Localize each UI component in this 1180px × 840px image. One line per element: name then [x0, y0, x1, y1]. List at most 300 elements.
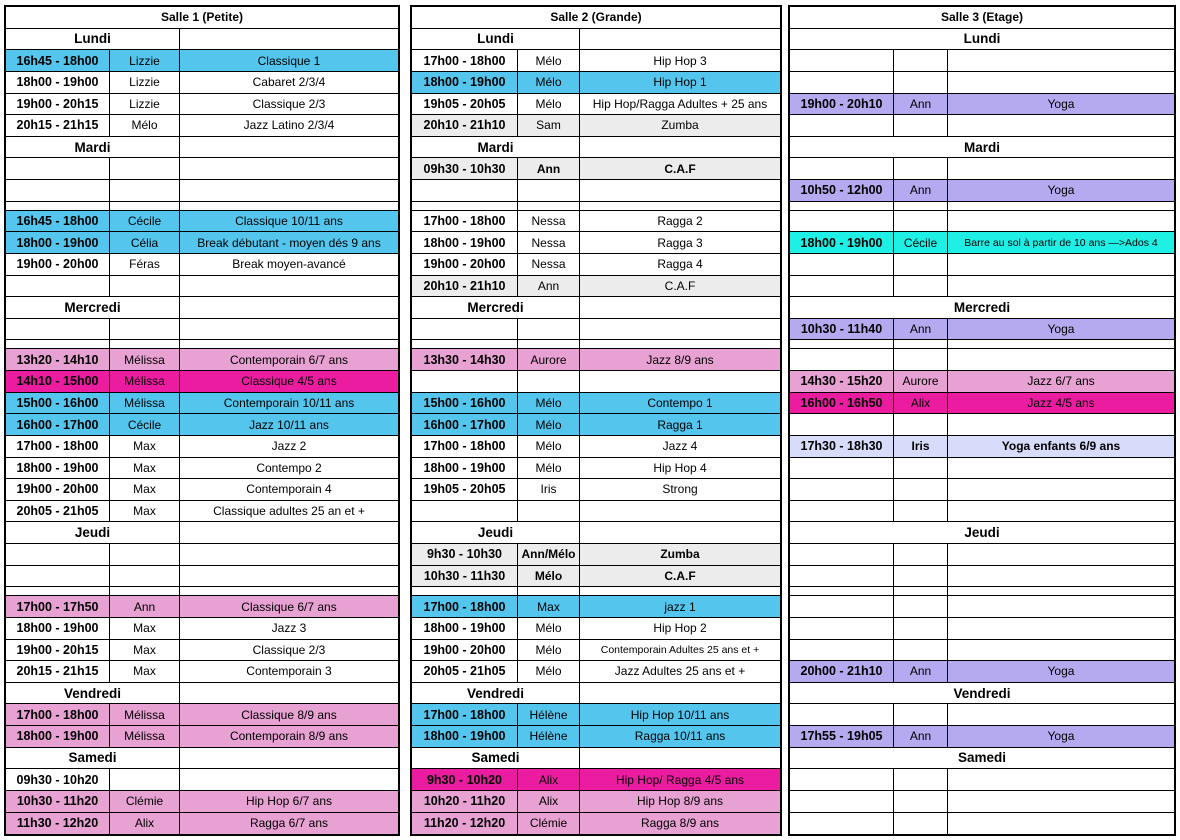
teacher-cell [110, 340, 180, 348]
schedule-row [412, 340, 780, 349]
schedule-row [6, 254, 398, 276]
day-header: Vendredi [412, 683, 580, 704]
course-cell [948, 544, 1174, 565]
teacher-cell: Cécile [110, 211, 180, 232]
course-cell: Contemporain 4 [246, 482, 332, 497]
course-cell: Jazz 10/11 ans [180, 414, 398, 435]
time-cell: 16h45 - 18h00 [6, 211, 110, 232]
teacher-cell [894, 50, 948, 71]
day-header: Jeudi [6, 522, 180, 543]
time-cell [412, 587, 518, 595]
teacher-cell: Alix [518, 769, 580, 790]
schedule-row [6, 202, 398, 211]
time-cell: 18h00 - 19h00 [6, 618, 110, 639]
teacher-cell [894, 254, 948, 275]
time-cell: 16h45 - 18h00 [6, 50, 110, 71]
time-cell [6, 276, 110, 297]
schedule-row [790, 813, 1174, 835]
time-cell: 16h00 - 16h50 [790, 393, 894, 414]
time-cell: 17h00 - 18h00 [412, 50, 518, 71]
schedule-row [6, 501, 398, 523]
teacher-cell [894, 414, 948, 435]
time-cell: 19h00 - 20h00 [6, 254, 110, 275]
time-cell [790, 596, 894, 617]
teacher-cell [110, 587, 180, 595]
schedule-row [790, 661, 1174, 683]
course-cell: Hip Hop 6/7 ans [180, 791, 398, 812]
schedule-row [790, 371, 1174, 393]
time-cell: 18h00 - 19h00 [6, 232, 110, 253]
room-panel-salle-1 [4, 5, 400, 836]
course-cell [180, 180, 398, 201]
course-cell [580, 587, 780, 595]
room-title: Salle 3 (Etage) [940, 10, 1024, 25]
course-cell [948, 769, 1174, 790]
day-header: Mercredi [412, 297, 580, 318]
day-header: Samedi [412, 748, 580, 769]
room-panel-salle-2 [410, 5, 782, 836]
teacher-cell: Lizzie [110, 50, 180, 71]
schedule-row [6, 50, 398, 72]
time-cell [790, 458, 894, 479]
time-cell [412, 371, 518, 392]
day-header-row [412, 683, 780, 705]
course-cell [180, 319, 398, 340]
day-header-row [6, 297, 398, 319]
time-cell [6, 319, 110, 340]
teacher-cell: Cécile [894, 232, 948, 253]
teacher-cell: Alix [518, 791, 580, 812]
time-cell: 09h30 - 10h30 [412, 158, 518, 179]
day-header: Jeudi [964, 525, 1000, 541]
schedule-row [790, 618, 1174, 640]
teacher-cell [894, 349, 948, 370]
course-cell: Hip Hop 1 [580, 72, 780, 93]
course-cell: Jazz 4 [662, 439, 698, 454]
time-cell [790, 618, 894, 639]
course-cell: Zumba [580, 115, 780, 136]
day-header-row [412, 522, 780, 544]
time-cell [790, 72, 894, 93]
schedule-row [412, 50, 780, 72]
teacher-cell: Mélissa [110, 726, 180, 747]
course-cell [948, 640, 1174, 661]
time-cell: 19h05 - 20h05 [412, 94, 518, 115]
teacher-cell [110, 158, 180, 179]
time-cell [790, 704, 894, 725]
day-header-row [6, 683, 398, 705]
day-header-blank [180, 29, 398, 50]
time-cell: 11h30 - 12h20 [6, 813, 110, 835]
day-header: Samedi [6, 748, 180, 769]
teacher-cell: Alix [110, 813, 180, 835]
teacher-cell: Nessa [518, 254, 580, 275]
time-cell: 17h00 - 18h00 [6, 704, 110, 725]
schedule-row [6, 618, 398, 640]
course-cell [180, 340, 398, 348]
schedule-row [6, 640, 398, 662]
time-cell: 18h00 - 19h00 [790, 232, 894, 253]
day-header: Vendredi [953, 685, 1011, 701]
course-cell: Contemporain 8/9 ans [180, 726, 398, 747]
teacher-cell: Sam [518, 115, 580, 136]
course-cell [948, 587, 1174, 595]
course-cell: Strong [662, 482, 698, 497]
day-header: Mardi [412, 137, 580, 158]
time-cell [412, 180, 518, 201]
day-header-blank [180, 522, 398, 543]
schedule-row [790, 791, 1174, 813]
course-cell: Jazz Adultes 25 ans et + [614, 664, 746, 679]
course-cell: Break débutant - moyen dés 9 ans [180, 232, 398, 253]
teacher-cell: Ann [518, 276, 580, 297]
schedule-row [6, 232, 398, 254]
schedule-row [412, 596, 780, 618]
course-cell: Contemporain 3 [246, 664, 332, 679]
schedule-row [412, 180, 780, 202]
course-cell: Contemporain Adultes 25 ans et + [600, 643, 760, 656]
schedule-row [790, 211, 1174, 233]
schedule-row [412, 618, 780, 640]
schedule-row [790, 393, 1174, 415]
day-header-row [790, 297, 1174, 319]
course-cell: Contemporain 10/11 ans [180, 393, 398, 414]
time-cell [412, 340, 518, 348]
teacher-cell [894, 211, 948, 232]
day-header-row [412, 137, 780, 159]
day-header-blank [580, 748, 780, 769]
course-cell: Classique 8/9 ans [180, 704, 398, 725]
teacher-cell [518, 340, 580, 348]
schedule-row [412, 319, 780, 341]
teacher-cell [518, 319, 580, 340]
course-cell: Break moyen-avancé [232, 257, 346, 272]
course-cell: Hip Hop 10/11 ans [580, 704, 780, 725]
time-cell: 19h00 - 20h15 [6, 640, 110, 661]
time-cell [790, 276, 894, 297]
time-cell: 15h00 - 16h00 [6, 393, 110, 414]
schedule-row [790, 349, 1174, 371]
teacher-cell: Iris [518, 479, 580, 500]
schedule-row [412, 254, 780, 276]
time-cell: 17h00 - 18h00 [412, 211, 518, 232]
time-cell: 19h05 - 20h05 [412, 479, 518, 500]
schedule-row [6, 791, 398, 813]
teacher-cell: Max [110, 458, 180, 479]
teacher-cell: Max [110, 436, 180, 457]
room-title: Salle 2 (Grande) [550, 10, 642, 25]
teacher-cell: Max [518, 596, 580, 617]
day-header-row [6, 748, 398, 770]
course-cell: Classique 10/11 ans [180, 211, 398, 232]
schedule-row [790, 458, 1174, 480]
teacher-cell [110, 276, 180, 297]
teacher-cell: Ann [894, 180, 948, 201]
schedule-row [790, 566, 1174, 588]
course-cell [580, 371, 780, 392]
teacher-cell: Mélo [518, 458, 580, 479]
time-cell: 10h30 - 11h30 [412, 566, 518, 587]
time-cell: 20h05 - 21h05 [6, 501, 110, 522]
teacher-cell [894, 544, 948, 565]
time-cell [790, 50, 894, 71]
schedule-row [412, 115, 780, 137]
schedule-row [790, 587, 1174, 596]
schedule-row [412, 544, 780, 566]
teacher-cell [894, 72, 948, 93]
course-cell [948, 202, 1174, 210]
time-cell [790, 566, 894, 587]
teacher-cell: Mélo [518, 94, 580, 115]
schedule-row [6, 276, 398, 298]
time-cell: 13h30 - 14h30 [412, 349, 518, 370]
course-cell [580, 340, 780, 348]
time-cell [790, 640, 894, 661]
teacher-cell: Ann [894, 94, 948, 115]
teacher-cell [518, 371, 580, 392]
day-header-blank [580, 297, 780, 318]
day-header-row [412, 29, 780, 51]
time-cell: 11h20 - 12h20 [412, 813, 518, 835]
day-header-row [790, 29, 1174, 51]
day-header-blank [580, 137, 780, 158]
course-cell [180, 566, 398, 587]
schedule-row [790, 94, 1174, 116]
course-cell [948, 158, 1174, 179]
teacher-cell [110, 180, 180, 201]
teacher-cell: Mélissa [110, 393, 180, 414]
course-cell: Contempo 2 [256, 460, 322, 475]
teacher-cell [894, 640, 948, 661]
teacher-cell: Aurore [894, 371, 948, 392]
schedule-row [412, 661, 780, 683]
teacher-cell [894, 479, 948, 500]
schedule-row [790, 158, 1174, 180]
teacher-cell: Célia [110, 232, 180, 253]
day-header: Samedi [957, 750, 1007, 766]
schedule-row [412, 587, 780, 596]
schedule-row [790, 50, 1174, 72]
course-cell [948, 618, 1174, 639]
teacher-cell: Ann [110, 596, 180, 617]
time-cell [790, 211, 894, 232]
schedule-row [6, 726, 398, 748]
teacher-cell [894, 340, 948, 348]
schedule-row [6, 661, 398, 683]
course-cell: Contemporain 6/7 ans [180, 349, 398, 370]
teacher-cell: Mélo [110, 115, 180, 136]
day-header-blank [580, 29, 780, 50]
teacher-cell: Ann/Mélo [518, 544, 580, 565]
time-cell: 9h30 - 10h30 [412, 544, 518, 565]
course-cell: Barre au sol à partir de 10 ans —>Ados 4 [948, 232, 1174, 253]
course-cell: C.A.F [580, 158, 780, 179]
schedule-row [790, 276, 1174, 298]
teacher-cell: Ann [894, 726, 948, 747]
teacher-cell [518, 587, 580, 595]
time-cell [790, 254, 894, 275]
time-cell [6, 180, 110, 201]
teacher-cell: Ann [894, 661, 948, 682]
day-header-row [790, 748, 1174, 770]
day-header: Lundi [412, 29, 580, 50]
time-cell: 17h00 - 18h00 [6, 436, 110, 457]
course-cell: Classique 2/3 [252, 96, 326, 111]
day-header: Jeudi [412, 522, 580, 543]
teacher-cell [894, 618, 948, 639]
schedule-row [6, 211, 398, 233]
teacher-cell [110, 544, 180, 565]
time-cell: 20h05 - 21h05 [412, 661, 518, 682]
teacher-cell [894, 813, 948, 835]
course-cell [948, 115, 1174, 136]
course-cell [948, 566, 1174, 587]
day-header-row [790, 683, 1174, 705]
day-header-row [6, 137, 398, 159]
course-cell [180, 202, 398, 210]
course-cell [948, 596, 1174, 617]
time-cell: 15h00 - 16h00 [412, 393, 518, 414]
day-header-blank [180, 683, 398, 704]
course-cell: Classique adultes 25 an et + [213, 504, 365, 519]
time-cell [790, 479, 894, 500]
teacher-cell: Nessa [518, 211, 580, 232]
schedule-row [412, 94, 780, 116]
time-cell [790, 202, 894, 210]
time-cell [412, 202, 518, 210]
schedule-row [6, 769, 398, 791]
time-cell [790, 414, 894, 435]
schedule-row [412, 276, 780, 298]
course-cell: Hip Hop/Ragga Adultes + 25 ans [592, 96, 768, 111]
schedule-row [412, 501, 780, 523]
teacher-cell [110, 202, 180, 210]
time-cell: 19h00 - 20h00 [412, 254, 518, 275]
teacher-cell: Mélissa [110, 371, 180, 392]
time-cell: 19h00 - 20h00 [6, 479, 110, 500]
teacher-cell: Alix [894, 393, 948, 414]
time-cell: 17h55 - 19h05 [790, 726, 894, 747]
schedule-row [412, 158, 780, 180]
course-cell: Ragga 6/7 ans [180, 813, 398, 835]
schedule-row [6, 94, 398, 116]
schedule-row [790, 544, 1174, 566]
course-cell: Cabaret 2/3/4 [252, 75, 326, 90]
schedule-row [790, 202, 1174, 211]
day-header-blank [580, 683, 780, 704]
course-cell [948, 479, 1174, 500]
schedule-row [412, 640, 780, 662]
schedule-row [6, 544, 398, 566]
teacher-cell: Hélène [518, 726, 580, 747]
day-header-row [412, 748, 780, 770]
schedule-row [790, 180, 1174, 202]
room-title: Salle 1 (Petite) [160, 10, 244, 25]
course-cell: Ragga 3 [657, 235, 703, 250]
time-cell: 17h00 - 17h50 [6, 596, 110, 617]
schedule-row [790, 501, 1174, 523]
teacher-cell [894, 458, 948, 479]
time-cell: 18h00 - 19h00 [6, 72, 110, 93]
day-header-blank [180, 748, 398, 769]
room-panel-salle-3 [788, 5, 1176, 836]
teacher-cell: Ann [894, 319, 948, 340]
course-cell [948, 813, 1174, 835]
time-cell: 17h30 - 18h30 [790, 436, 894, 457]
schedule-row [412, 393, 780, 415]
course-cell: Hip Hop 4 [653, 460, 707, 475]
schedule-row [790, 414, 1174, 436]
day-header-row [6, 522, 398, 544]
teacher-cell [110, 319, 180, 340]
schedule-row [412, 704, 780, 726]
schedule-row [790, 72, 1174, 94]
day-header-blank [180, 297, 398, 318]
course-cell: jazz 1 [580, 596, 780, 617]
teacher-cell: Max [110, 661, 180, 682]
day-header: Vendredi [6, 683, 180, 704]
teacher-cell: Clémie [110, 791, 180, 812]
time-cell: 19h00 - 20h00 [412, 640, 518, 661]
course-cell [948, 791, 1174, 812]
time-cell: 20h15 - 21h15 [6, 661, 110, 682]
course-cell: Yoga [948, 661, 1174, 682]
course-cell: Yoga [948, 726, 1174, 747]
time-cell [6, 544, 110, 565]
teacher-cell [110, 566, 180, 587]
teacher-cell [894, 704, 948, 725]
schedule-row [6, 72, 398, 94]
schedule-row [412, 791, 780, 813]
time-cell: 18h00 - 19h00 [412, 726, 518, 747]
day-header-blank [580, 522, 780, 543]
schedule-row [412, 458, 780, 480]
schedule-row [412, 72, 780, 94]
course-cell: Jazz 4/5 ans [948, 393, 1174, 414]
day-header-row [790, 137, 1174, 159]
course-cell [948, 276, 1174, 297]
time-cell: 10h20 - 11h20 [412, 791, 518, 812]
schedule-row [412, 726, 780, 748]
course-cell: Classique 6/7 ans [180, 596, 398, 617]
teacher-cell [894, 566, 948, 587]
teacher-cell [894, 115, 948, 136]
schedule-row [790, 319, 1174, 341]
day-header-row [790, 522, 1174, 544]
course-cell: Ragga 10/11 ans [580, 726, 780, 747]
schedule-row [6, 158, 398, 180]
time-cell [6, 158, 110, 179]
time-cell: 17h00 - 18h00 [412, 436, 518, 457]
teacher-cell [894, 501, 948, 522]
schedule-row [790, 340, 1174, 349]
teacher-cell: Mélo [518, 414, 580, 435]
course-cell: Zumba [580, 544, 780, 565]
time-cell: 10h30 - 11h20 [6, 791, 110, 812]
course-cell: Ragga 2 [657, 213, 703, 228]
time-cell: 16h00 - 17h00 [6, 414, 110, 435]
course-cell: Classique 4/5 ans [180, 371, 398, 392]
teacher-cell: Féras [110, 254, 180, 275]
schedule-row [790, 436, 1174, 458]
time-cell [6, 587, 110, 595]
room-title-row [6, 7, 398, 29]
time-cell [790, 813, 894, 835]
schedule-row [412, 349, 780, 371]
teacher-cell: Mélo [518, 436, 580, 457]
time-cell [790, 158, 894, 179]
time-cell: 9h30 - 10h20 [412, 769, 518, 790]
